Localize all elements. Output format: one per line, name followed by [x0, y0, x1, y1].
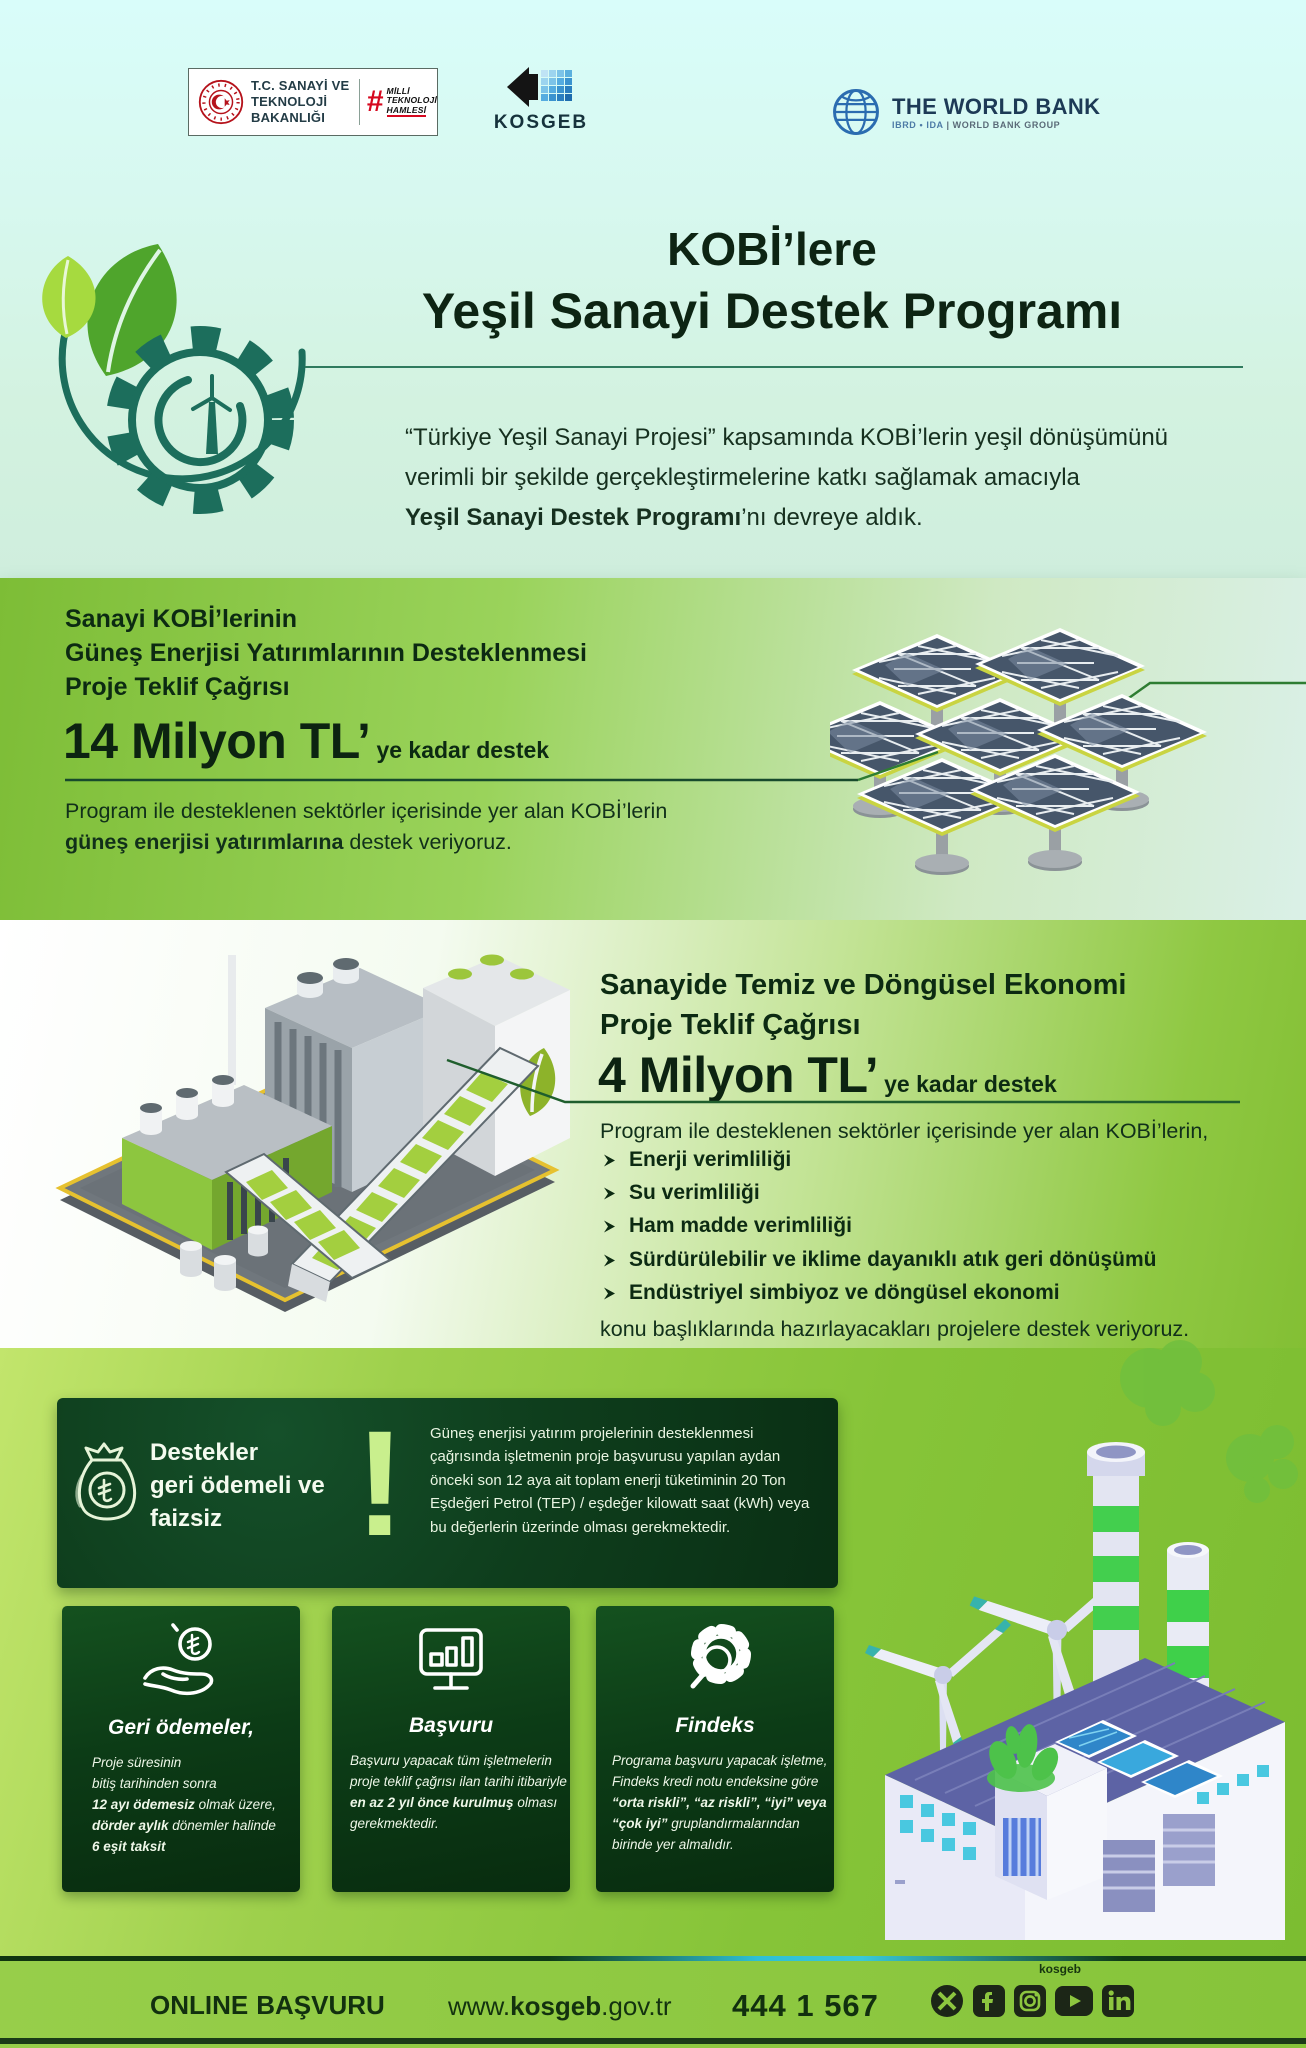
ministry-logo	[188, 68, 438, 136]
card-repayments	[62, 1606, 300, 1892]
chevron-icon	[602, 1253, 617, 1268]
support-note-title: Destekler geri ödemeli ve faizsiz	[150, 1439, 325, 1532]
instagram-icon[interactable]	[1014, 1985, 1046, 2017]
bullet-water: Su verimliliği	[602, 1181, 760, 1205]
kosgeb-wordmark: KOSGEB	[493, 112, 589, 133]
solar-call-description: Program ile desteklenen sektörler içerisinde yer alan KOBİ’lerin güneş enerjisi yatırımlarına destek veriyoruz.	[65, 799, 668, 854]
solar-call-heading: Sanayi KOBİ’lerinin Güneş Enerjisi Yatırımlarının Desteklenmesi Proje Teklif Çağrısı	[65, 605, 587, 701]
logo-divider	[359, 79, 360, 125]
worldbank-logo	[830, 86, 1100, 138]
chevron-icon	[602, 1286, 617, 1301]
ministry-name: T.C. SANAYİ VE TEKNOLOJİ BAKANLIĞI	[251, 78, 350, 125]
exclamation-icon: !	[355, 1399, 405, 1567]
card-application	[332, 1606, 570, 1892]
chevron-icon	[602, 1153, 617, 1168]
card-title: Geri ödemeler,	[108, 1716, 254, 1739]
circular-call-heading: Sanayide Temiz ve Döngüsel Ekonomi Proje Teklif Çağrısı	[600, 969, 1127, 1041]
card-text: Proje süresinin bitiş tarihinden sonra 12 ayı ödemesiz olmak üzere, dörder aylık dönemler halinde 6 eşit taksit	[92, 1755, 276, 1854]
milli-teknoloji-hamlesi-logo: # MİLLİ TEKNOLOJİ HAMLESİ	[366, 85, 437, 118]
hashtag-icon: #	[366, 85, 384, 118]
chevron-icon	[602, 1219, 617, 1234]
leaf-gear-logo	[10, 230, 330, 540]
footer-bottom-line	[0, 2038, 1306, 2044]
card-text: Başvuru yapacak tüm işletmelerin proje teklif çağrısı ilan tarihi itibariyle en az 2 yıl önce kurulmuş olması gerekmektedir.	[350, 1753, 567, 1831]
circular-call-outro: konu başlıklarında hazırlayacakları projelere destek veriyoruz.	[600, 1317, 1190, 1341]
chevron-icon	[602, 1186, 617, 1201]
circular-call-amount: 4 Milyon TL’ ye kadar destek	[598, 1047, 1057, 1103]
phone-number[interactable]: 444 1 567	[732, 1988, 879, 2023]
support-note-text: Güneş enerjisi yatırım projelerinin desteklenmesi çağrısında işletmenin proje başvurusu yapılan aydan önceki son 12 aya ait toplam enerji tüketiminin 20 Ton Eşdeğeri Petrol (TEP) / eşdeğer kilowatt saat (kWh) veya bu değerlerin üzerinde olması gerekmektedir.	[430, 1425, 810, 1536]
facebook-icon[interactable]	[973, 1985, 1005, 2017]
bullet-symbiosis: Endüstriyel simbiyoz ve döngüsel ekonomi	[602, 1281, 1060, 1305]
website-link[interactable]: www.kosgeb.gov.tr	[448, 1991, 672, 2021]
page-title-line2: Yeşil Sanayi Destek Programı	[421, 283, 1123, 339]
monitor-chart-icon	[332, 1624, 570, 1704]
social-handle-label: kosgeb	[1038, 1962, 1081, 1976]
eco-factory-illustration	[845, 1340, 1306, 1940]
circular-call-intro: Program ile desteklenen sektörler içerisinde yer alan KOBİ’lerin,	[600, 1119, 1209, 1143]
kosgeb-logo	[486, 66, 596, 134]
bullet-energy: Enerji verimliliği	[602, 1148, 791, 1172]
bullet-raw-material: Ham madde verimliliği	[602, 1214, 852, 1238]
card-title: Başvuru	[408, 1714, 494, 1737]
solar-call-amount: 14 Milyon TL’ ye kadar destek	[63, 713, 550, 769]
money-sack-icon	[72, 1436, 142, 1532]
factory-illustration	[30, 930, 570, 1345]
worldbank-wordmark: THE WORLD BANK	[892, 94, 1101, 119]
card-text: Programa başvuru yapacak işletme, Findeks kredi notu endeksine göre “orta riskli”, “az riskli”, “iyi” veya “çok iyi” gruplandırmalarından birinde yer almalıdır.	[612, 1753, 828, 1852]
social-icons	[930, 1984, 1134, 2018]
card-findeks	[596, 1606, 834, 1892]
online-basvuru-label: ONLINE BAŞVURU	[150, 1990, 385, 2020]
kosgeb-mark-icon	[505, 66, 577, 108]
page-title-line1: KOBİ’lere	[667, 223, 877, 275]
youtube-icon[interactable]	[1055, 1986, 1093, 2016]
worldbank-subtitle: IBRD • IDA | WORLD BANK GROUP	[892, 120, 1061, 130]
worldbank-globe-icon	[830, 86, 882, 138]
solar-panels-illustration	[830, 590, 1306, 912]
gear-magnifier-icon	[596, 1620, 834, 1706]
bullet-recycling: Sürdürülebilir ve iklime dayanıklı atık geri dönüşümü	[602, 1248, 1156, 1272]
card-title: Findeks	[675, 1714, 755, 1737]
ministry-emblem-icon	[197, 78, 245, 126]
x-twitter-icon[interactable]	[930, 1984, 964, 2018]
linkedin-icon[interactable]	[1102, 1985, 1134, 2017]
hand-coin-icon	[62, 1622, 300, 1706]
intro-paragraph: “Türkiye Yeşil Sanayi Projesi” kapsamında KOBİ’lerin yeşil dönüşümünü verimli bir şekilde gerçekleştirmelerine katkı sağlamak amacıyla Yeşil Sanayi Destek Programı’nı devreye aldık.	[405, 424, 1169, 531]
